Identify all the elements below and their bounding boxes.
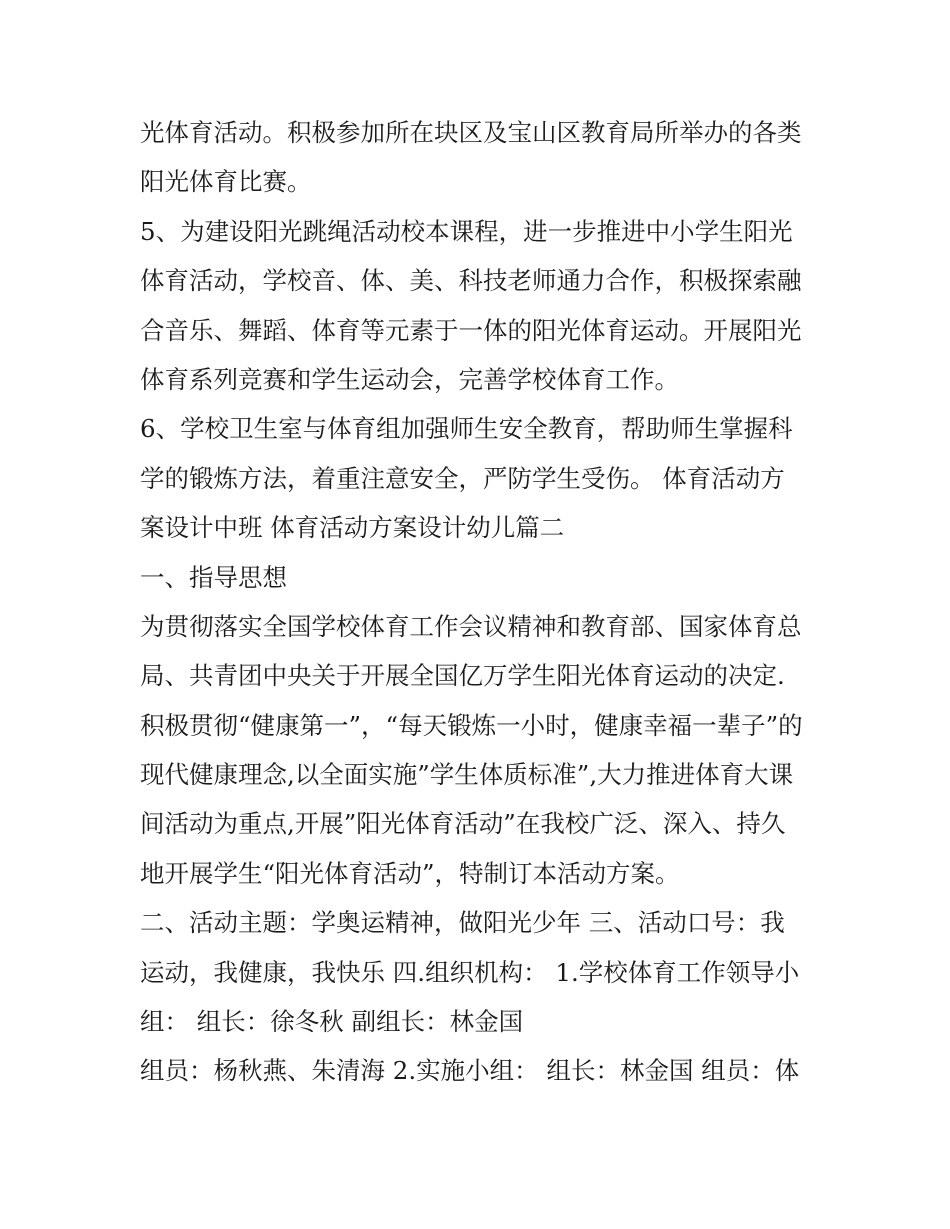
text-line: 光体育活动。积极参加所在块区及宝山区教育局所举办的各类: [140, 118, 802, 147]
text-line: 学的锻炼方法，着重注意安全，严防学生受伤。 体育活动方: [140, 463, 785, 493]
text-line: 局、共青团中央关于开展全国亿万学生阳光体育运动的决定.: [140, 661, 785, 691]
text-line: 阳光体育比赛。: [140, 167, 312, 197]
text-line: 组员：杨秋燕、朱清海 2.实施小组： 组长：林金国 组员：体: [140, 1056, 800, 1086]
text-line: 6、学校卫生室与体育组加强师生安全教育，帮助师生掌握科: [140, 414, 793, 444]
text-line: 二、活动主题：学奥运精神，做阳光少年 三、活动口号：我: [140, 908, 785, 938]
section-heading: 一、指导思想: [140, 562, 287, 592]
text-line: 体育系列竞赛和学生运动会，完善学校体育工作。: [140, 364, 679, 394]
text-line: 5、为建设阳光跳绳活动校本课程，进一步推进中小学生阳光: [140, 216, 793, 246]
text-line: 组： 组长：徐冬秋 副组长：林金国: [140, 1007, 524, 1037]
text-line: 为贯彻落实全国学校体育工作会议精神和教育部、国家体育总: [140, 611, 802, 641]
document-body: [140, 108, 820, 1096]
text-line: 积极贯彻“健康第一”，“每天锻炼一小时，健康幸福一辈子”的: [140, 710, 803, 740]
text-line: 体育活动，学校音、体、美、科技老师通力合作，积极探索融: [140, 266, 802, 296]
text-line: 间活动为重点,开展”阳光体育活动”在我校广泛、深入、持久: [140, 809, 786, 839]
text-line: 运动，我健康，我快乐 四.组织机构： 1.学校体育工作领导小: [140, 957, 800, 987]
text-line: 合音乐、舞蹈、体育等元素于一体的阳光体育运动。开展阳光: [140, 315, 802, 345]
text-line: 现代健康理念,以全面实施”学生体质标准”,大力推进体育大课: [140, 760, 794, 790]
text-line: 案设计中班 体育活动方案设计幼儿篇二: [140, 513, 565, 543]
text-line: 地开展学生“阳光体育活动”，特制订本活动方案。: [140, 858, 680, 888]
